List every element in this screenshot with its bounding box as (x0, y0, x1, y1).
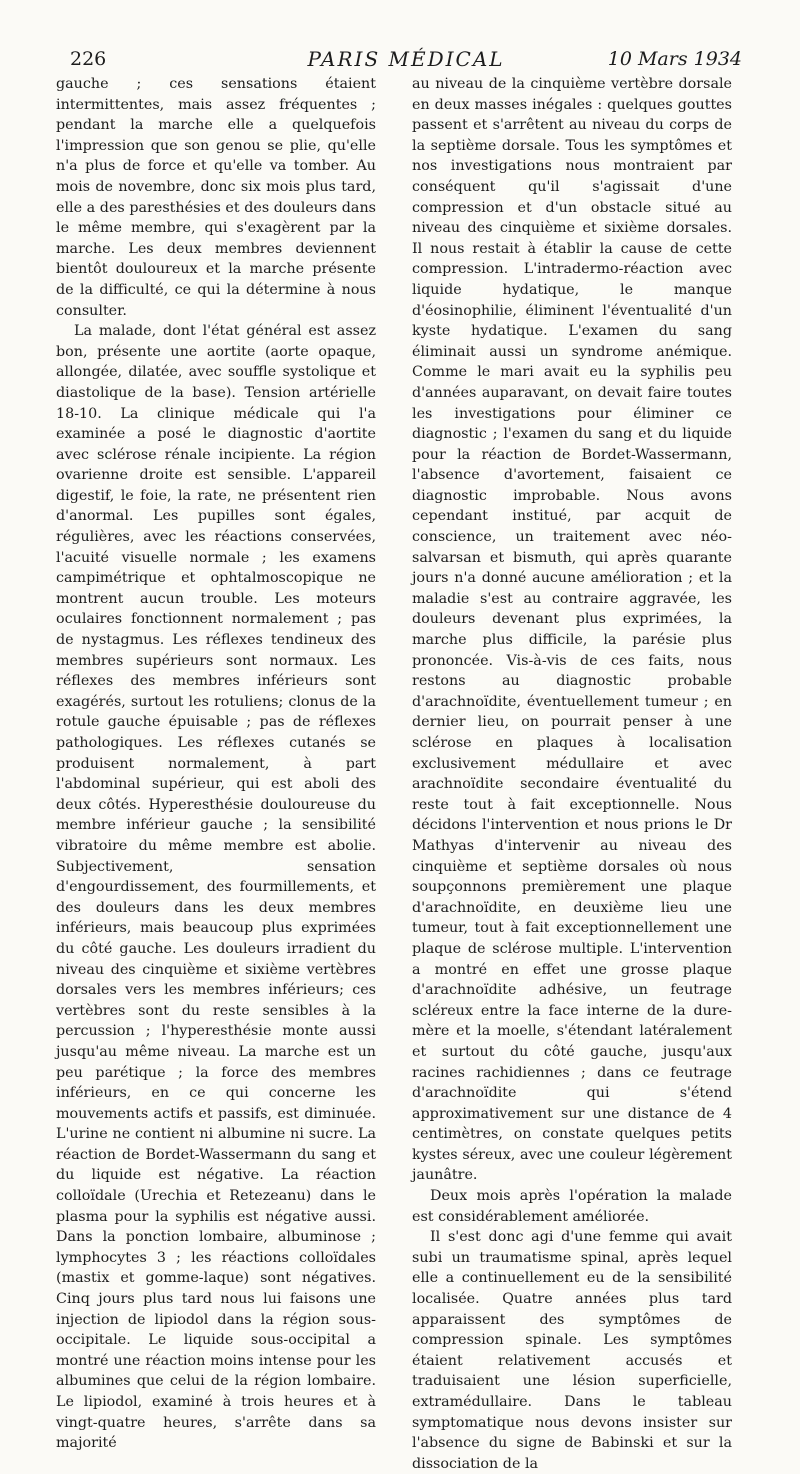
paragraph: gauche ; ces sensations étaient intermittentes, mais assez fréquentes ; pendant la marche elle a quelquefois l'impression que son genou se plie, qu'elle n'a plus de force et qu'elle va tomber. Au mois de novembre, donc six mois plus tard, elle a des paresthésies et des douleurs dans le même membre, qui s'exagèrent par la marche. Les deux membres deviennent bientôt douloureux et la marche présente de la difficulté, ce qui la détermine à nous consulter. (56, 76, 376, 319)
paragraph: Il s'est donc agi d'une femme qui avait subi un traumatisme spinal, après lequel elle a continuellement eu de la sensibilité localisée. Quatre années plus tard apparaissent des symptômes de compression spinale. Les symptômes étaient relativement accusés et traduisaient une lésion superficielle, extramédullaire. Dans le tableau symptomatique nous devons insister sur l'absence du signe de Babinski et sur la dissociation de la (412, 1229, 732, 1472)
page-number: 226 (70, 48, 107, 70)
right-column (412, 74, 732, 1474)
paragraph: Deux mois après l'opération la malade est considérablement améliorée. (412, 1188, 732, 1225)
left-column (56, 74, 376, 1454)
journal-title: PARIS MÉDICAL (307, 47, 505, 71)
paragraph: La malade, dont l'état général est assez bon, présente une aortite (aorte opaque, allongée, dilatée, avec souffle systolique et diastolique de la base). Tension artérielle 18-10. La clinique médicale qui l'a examinée a posé le diagnostic d'aortite avec sclérose rénale incipiente. La région ovarienne droite est sensible. L'appareil digestif, le foie, la rate, ne présentent rien d'anormal. Les pupilles sont égales, régulières, avec les réactions conservées, l'acuité visuelle normale ; les examens campimétrique et ophtalmoscopique ne montrent aucun trouble. Les moteurs oculaires fonctionnent normalement ; pas de nystagmus. Les réflexes tendineux des membres supérieurs sont normaux. Les réflexes des membres inférieurs sont exagérés, surtout les rotuliens; clonus de la rotule gauche épuisable ; pas de réflexes pathologiques. Les réflexes cutanés se produisent normalement, à part l'abdominal supérieur, qui est aboli des deux côtés. Hyperesthésie douloureuse du membre inférieur gauche ; la sensibilité vibratoire du même membre est abolie. Subjectivement, sensation d'engourdissement, des fourmillements, et des douleurs dans les deux membres inférieurs, mais beaucoup plus exprimées du côté gauche. Les douleurs irradient du niveau des cinquième et sixième vertèbres dorsales vers les membres inférieurs; ces vertèbres sont du reste sensibles à la percussion ; l'hyperesthésie monte aussi jusqu'au même niveau. La marche est un peu parétique ; la force des membres inférieurs, en ce qui concerne les mouvements actifs et passifs, est diminuée. L'urine ne contient ni albumine ni sucre. La réaction de Bordet-Wassermann du sang et du liquide est négative. La réaction colloïdale (Urechia et Retezeanu) dans le plasma pour la syphilis est négative aussi. Dans la ponction lombaire, albuminose ; lymphocytes 3 ; les réactions colloïdales (mastix et gomme-laque) sont négatives. Cinq jours plus tard nous lui faisons une injection de lipiodol dans la région sous-occipitale. Le liquide sous-occipital a montré une réaction moins intense pour les albumines que celui de la région lombaire. Le lipiodol, examiné à trois heures et à vingt-quatre heures, s'arrête dans sa majorité (56, 323, 376, 1452)
issue-date: 10 Mars 1934 (607, 48, 742, 70)
paragraph: au niveau de la cinquième vertèbre dorsale en deux masses inégales : quelques gouttes passent et s'arrêtent au niveau du corps de la septième dorsale. Tous les symptômes et nos investigations nous montraient par conséquent qu'il s'agissait d'une compression et d'un obstacle situé au niveau des cinquième et sixième dorsales. Il nous restait à établir la cause de cette compression. L'intradermo-réaction avec liquide hydatique, le manque d'éosinophilie, éliminent l'éventualité d'un kyste hydatique. L'examen du sang éliminait aussi un syndrome anémique. Comme le mari avait eu la syphilis peu d'années auparavant, on devait faire toutes les investigations pour éliminer ce diagnostic ; l'examen du sang et du liquide pour la réaction de Bordet-Wassermann, l'absence d'avortement, faisaient ce diagnostic improbable. Nous avons cependant institué, par acquit de conscience, un traitement avec néo-salvarsan et bismuth, qui après quarante jours n'a donné aucune amélioration ; et la maladie s'est au contraire aggravée, les douleurs devenant plus exprimées, la marche plus difficile, la parésie plus prononcée. Vis-à-vis de ces faits, nous restons au diagnostic probable d'arachnoïdite, éventuellement tumeur ; en dernier lieu, on pourrait penser à une sclérose en plaques à localisation exclusivement médullaire et avec arachnoïdite secondaire éventualité du reste tout à fait exceptionnelle. Nous décidons l'intervention et nous prions le Dr Mathyas d'intervenir au niveau des cinquième et septième dorsales où nous soupçonnons premièrement une plaque d'arachnoïdite, en deuxième lieu une tumeur, tout à fait exceptionnellement une plaque de sclérose multiple. L'intervention a montré en effet une grosse plaque d'arachnoïdite adhésive, un feutrage scléreux entre la face interne de la dure-mère et la moelle, s'étendant latéralement et surtout du côté gauche, jusqu'aux racines rachidiennes ; dans ce feutrage d'arachnoïdite qui s'étend approximativement sur une distance de 4 centimètres, on constate quelques petits kystes séreux, avec une couleur légèrement jaunâtre. (412, 76, 732, 1184)
